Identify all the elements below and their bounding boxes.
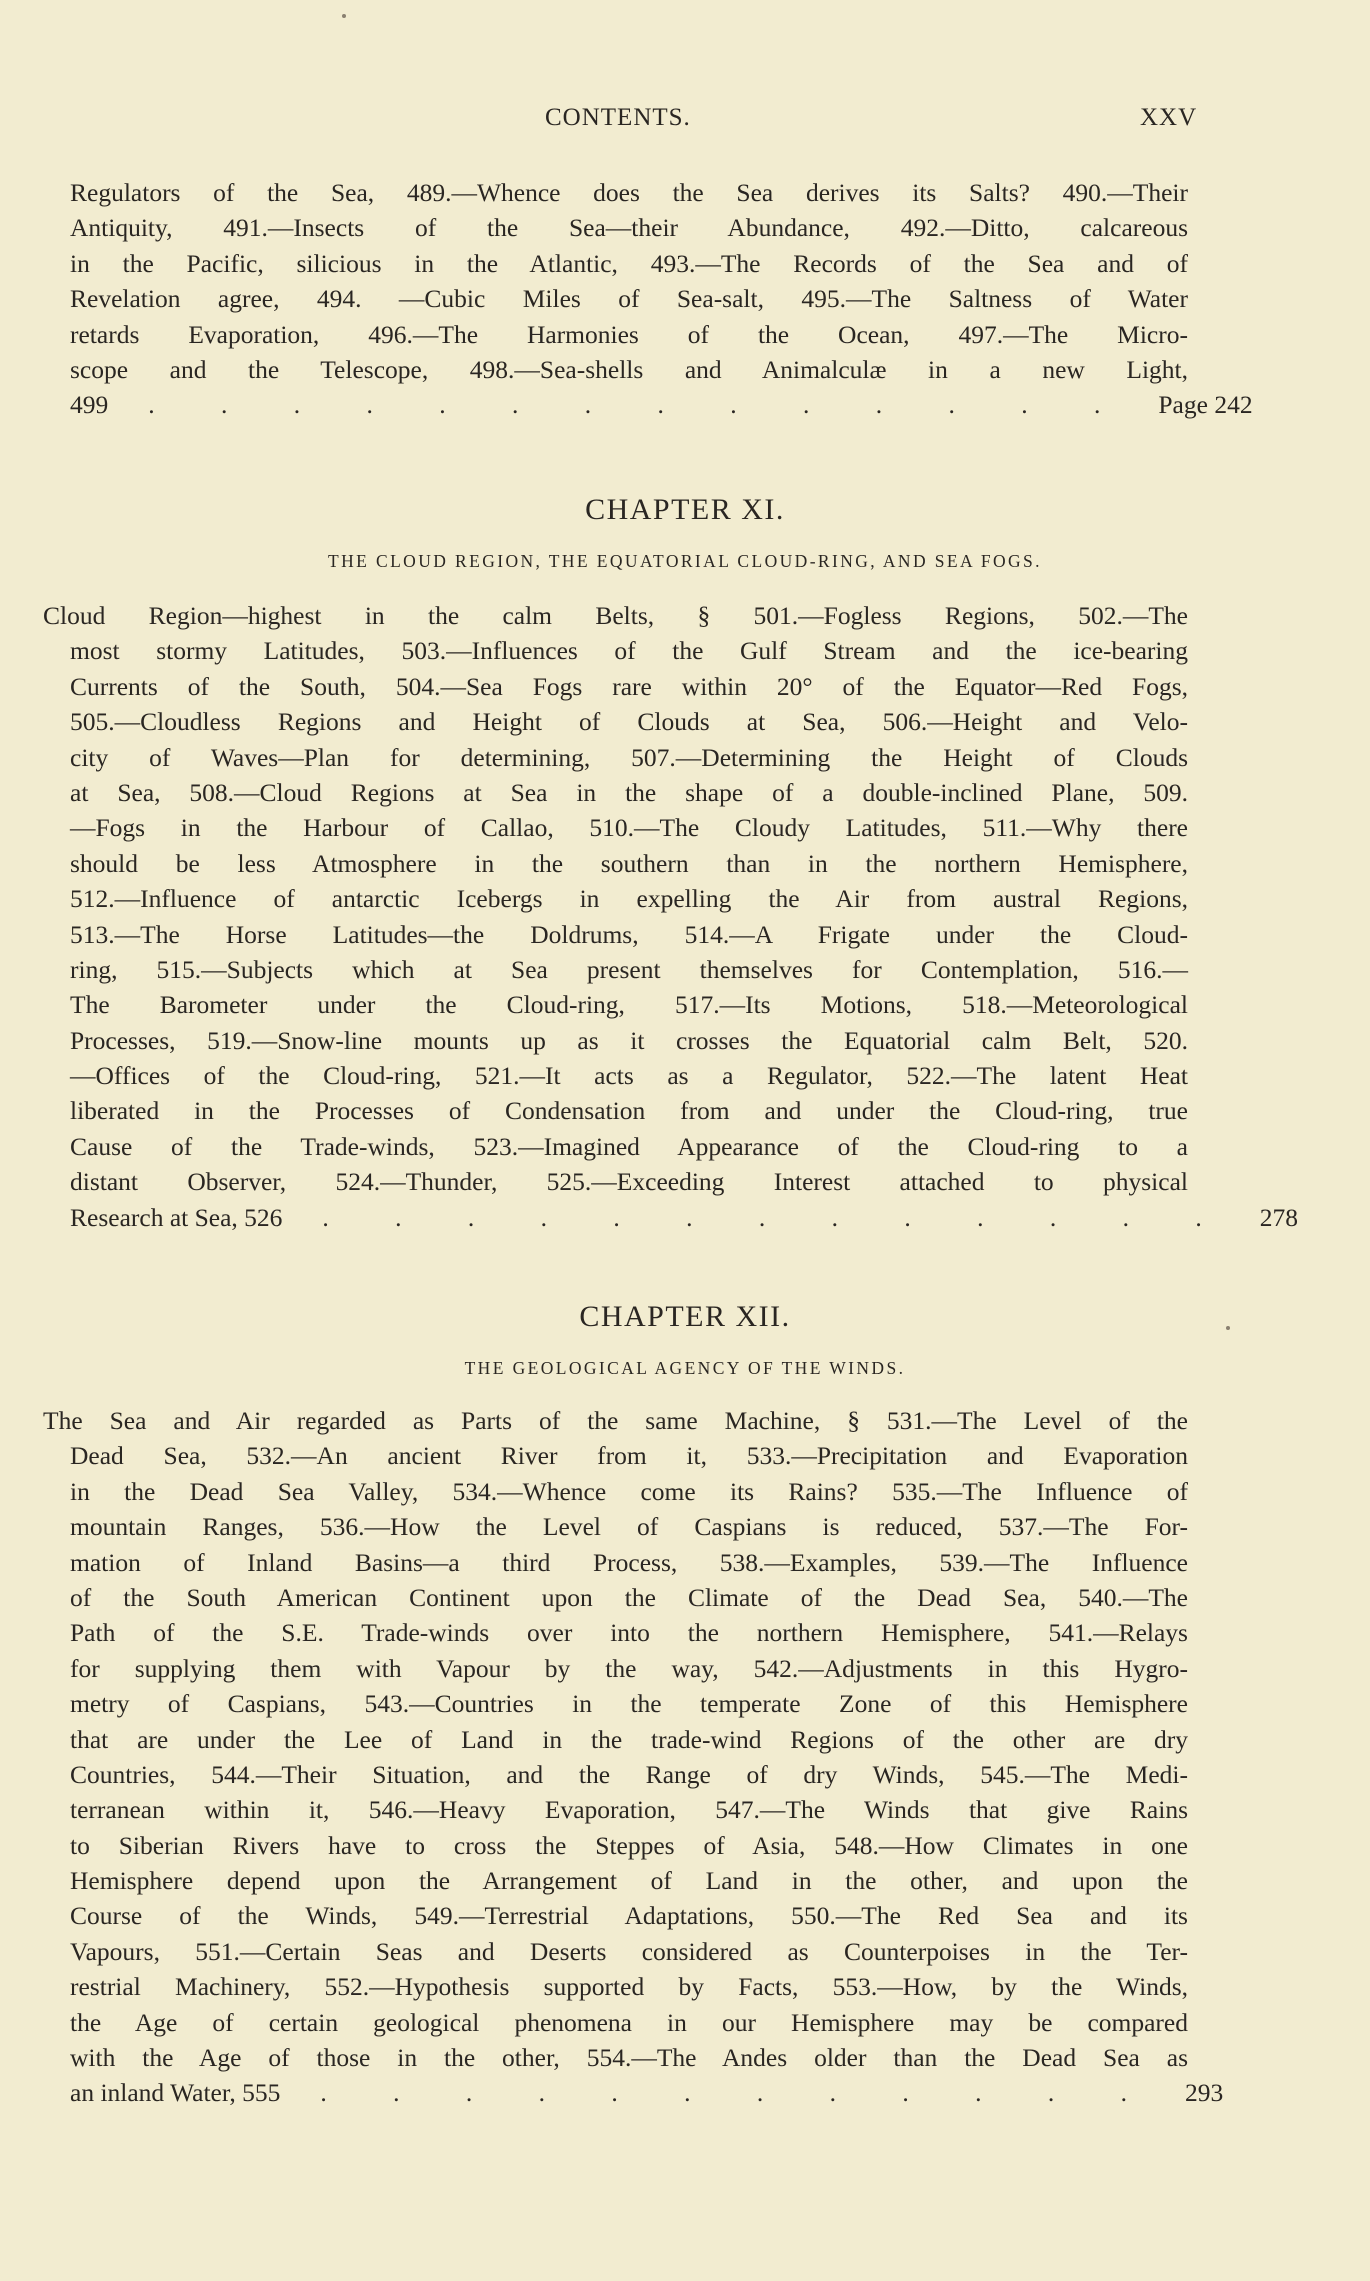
entry-line: Countries, 544.—Their Situation, and the Range of dry Winds, 545.—The Medi- (70, 1759, 1188, 1789)
entry-last-text: 499 (70, 390, 109, 420)
dot-leader: . . . . . . . . . . . . . (322, 1202, 1232, 1232)
running-head (0, 104, 1370, 144)
paper-speck (342, 14, 346, 18)
entry-line: Revelation agree, 494. —Cubic Miles of Sea-salt, 495.—The Saltness of Water (70, 284, 1188, 314)
entry-line: Path of the S.E. Trade-winds over into the northern Hemisphere, 541.—Relays (70, 1618, 1188, 1648)
entry-line: restrial Machinery, 552.—Hypothesis supported by Facts, 553.—How, by the Winds, (70, 1972, 1188, 2002)
entry-line: most stormy Latitudes, 503.—Influences of the Gulf Stream and the ice-bearing (70, 636, 1188, 666)
entry-line: in the Dead Sea Valley, 534.—Whence come its Rains? 535.—The Influence of (70, 1476, 1188, 1506)
entry-last-line (70, 387, 1253, 422)
entry-line: Regulators of the Sea, 489.—Whence does the Sea derives its Salts? 490.—Their (70, 178, 1188, 207)
entry-line: Antiquity, 491.—Insects of the Sea—their Abundance, 492.—Ditto, calcareous (70, 213, 1188, 243)
entry-line: city of Waves—Plan for determining, 507.—Determining the Height of Clouds (70, 742, 1188, 772)
entry-line: 505.—Cloudless Regions and Height of Clouds at Sea, 506.—Height and Velo- (70, 707, 1188, 737)
entry-page-number: Page 242 (1158, 390, 1253, 420)
entry-line: Processes, 519.—Snow-line mounts up as it crosses the Equatorial calm Belt, 520. (70, 1025, 1188, 1055)
entry-line: metry of Caspians, 543.—Countries in the temperate Zone of this Hemisphere (70, 1689, 1188, 1719)
contents-entry-continued (70, 175, 1253, 423)
dot-leader: . . . . . . . . . . . . . . (148, 390, 1131, 420)
entry-line: Hemisphere depend upon the Arrangement of Land in the other, and upon the (70, 1866, 1188, 1896)
chapter-xi-title: CHAPTER XI. (585, 493, 785, 526)
entry-line: at Sea, 508.—Cloud Regions at Sea in the shape of a double-inclined Plane, 509. (70, 777, 1188, 807)
entry-line: ring, 515.—Subjects which at Sea present themselves for Contemplation, 516.— (70, 954, 1188, 984)
entry-line: with the Age of those in the other, 554.—The Andes older than the Dead Sea as (70, 2043, 1188, 2073)
chapter-xii-subtitle: THE GEOLOGICAL AGENCY OF THE WINDS. (464, 1358, 906, 1378)
entry-line: mountain Ranges, 536.—How the Level of Caspians is reduced, 537.—The For- (70, 1512, 1188, 1542)
chapter-xii-summary (43, 1403, 1224, 2111)
entry-line: Course of the Winds, 549.—Terrestrial Adaptations, 550.—The Red Sea and its (70, 1901, 1188, 1931)
entry-last-text: Research at Sea, 526 (70, 1202, 283, 1232)
entry-first-line: The Sea and Air regarded as Parts of the same Machine, § 531.—The Level of the (43, 1406, 1188, 1435)
chapter-xi-summary (43, 598, 1299, 1235)
entry-line: —Fogs in the Harbour of Callao, 510.—The Cloudy Latitudes, 511.—Why there (70, 813, 1188, 843)
entry-line: mation of Inland Basins—a third Process, 538.—Examples, 539.—The Influence (70, 1547, 1188, 1577)
entry-line: —Offices of the Cloud-ring, 521.—It acts as a Regulator, 522.—The latent Heat (70, 1061, 1188, 1091)
entry-line: Cause of the Trade-winds, 523.—Imagined Appearance of the Cloud-ring to a (70, 1131, 1188, 1161)
entry-last-line (70, 1200, 1299, 1235)
entry-line: to Siberian Rivers have to cross the Steppes of Asia, 548.—How Climates in one (70, 1830, 1188, 1860)
entry-page-number: 278 (1259, 1202, 1299, 1232)
entry-line: 512.—Influence of antarctic Icebergs in expelling the Air from austral Regions, (70, 884, 1188, 914)
entry-line: retards Evaporation, 496.—The Harmonies of the Ocean, 497.—The Micro- (70, 319, 1188, 349)
entry-line: Currents of the South, 504.—Sea Fogs rare within 20° of the Equator—Red Fogs, (70, 671, 1188, 701)
entry-line: that are under the Lee of Land in the trade-wind Regions of the other are dry (70, 1724, 1188, 1754)
entry-last-text: an inland Water, 555 (70, 2078, 281, 2108)
entry-line: terranean within it, 546.—Heavy Evaporation, 547.—The Winds that give Rains (70, 1795, 1188, 1825)
entry-line: liberated in the Processes of Condensation from and under the Cloud-ring, true (70, 1096, 1188, 1126)
entry-line: Vapours, 551.—Certain Seas and Deserts considered as Counterpoises in the Ter- (70, 1936, 1188, 1966)
page-number-roman: XXV (1140, 104, 1198, 131)
chapter-xi-subtitle: THE CLOUD REGION, THE EQUATORIAL CLOUD-RING, AND SEA FOGS. (328, 551, 1042, 571)
entry-last-line (70, 2075, 1224, 2110)
entry-line: of the South American Continent upon the Climate of the Dead Sea, 540.—The (70, 1582, 1188, 1612)
running-head-title: CONTENTS. (545, 104, 691, 131)
entry-first-line: Cloud Region—highest in the calm Belts, § 501.—Fogless Regions, 502.—The (43, 601, 1188, 630)
dot-leader: . . . . . . . . . . . . (320, 2078, 1157, 2108)
entry-page-number: 293 (1184, 2078, 1224, 2108)
entry-line: Dead Sea, 532.—An ancient River from it, 533.—Precipitation and Evaporation (70, 1441, 1188, 1471)
entry-line: distant Observer, 524.—Thunder, 525.—Exceeding Interest attached to physical (70, 1167, 1188, 1197)
entry-line: 513.—The Horse Latitudes—the Doldrums, 514.—A Frigate under the Cloud- (70, 919, 1188, 949)
entry-line: The Barometer under the Cloud-ring, 517.—Its Motions, 518.—Meteorological (70, 990, 1188, 1020)
entry-line: scope and the Telescope, 498.—Sea-shells and Animalculæ in a new Light, (70, 354, 1188, 384)
entry-line: in the Pacific, silicious in the Atlantic, 493.—The Records of the Sea and of (70, 248, 1188, 278)
entry-line: the Age of certain geological phenomena in our Hemisphere may be compared (70, 2007, 1188, 2037)
chapter-xii-title: CHAPTER XII. (579, 1300, 791, 1333)
entry-line: for supplying them with Vapour by the way, 542.—Adjustments in this Hygro- (70, 1653, 1188, 1683)
entry-line: should be less Atmosphere in the southern than in the northern Hemisphere, (70, 848, 1188, 878)
paper-speck (1226, 1326, 1230, 1330)
